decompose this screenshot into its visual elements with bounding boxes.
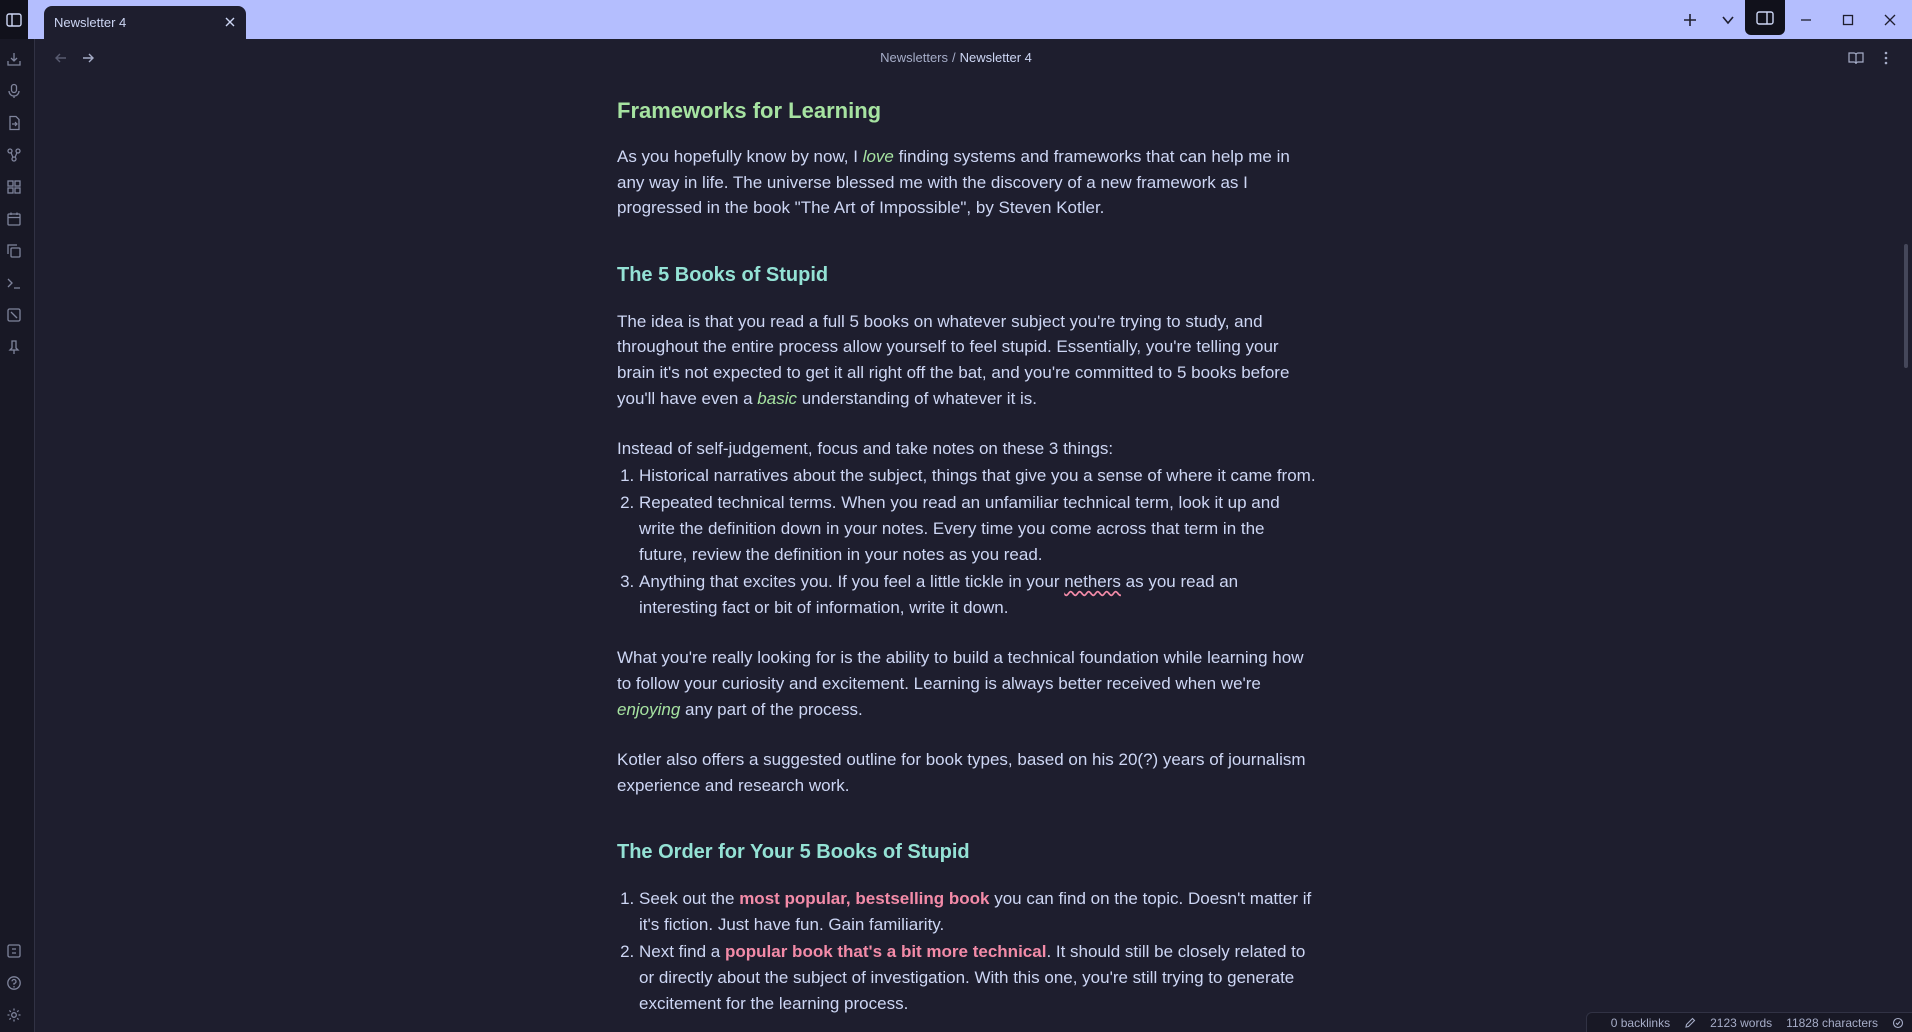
sync-status-icon[interactable]: [1892, 1017, 1904, 1029]
close-icon: [1884, 14, 1896, 26]
scrollbar-thumb[interactable]: [1904, 244, 1908, 368]
paragraph-text: The idea is that you read a full 5 books on whatever subject you're trying to study, and throughout the entire process allow yourself to feel stupid. Essentially, you're telling your brain it's not expected to get it all right off the bat, and you're committed to 5 books before you'll have even a: [617, 311, 1290, 408]
ribbon-vault-switch-button[interactable]: [4, 941, 24, 961]
help-icon: [6, 975, 22, 991]
vault-switch-icon: [6, 943, 22, 959]
window-close-button[interactable]: [1879, 9, 1901, 31]
new-tab-button[interactable]: [1679, 9, 1701, 31]
book-open-icon: [1848, 51, 1864, 65]
ribbon-switch-file-button[interactable]: [4, 113, 24, 133]
pin-icon: [6, 339, 22, 355]
plus-icon: [1683, 13, 1697, 27]
breadcrumb: [0, 50, 1912, 65]
status-backlinks[interactable]: 0 backlinks: [1610, 1015, 1671, 1030]
tab-newsletter-4[interactable]: [44, 6, 246, 39]
slash-command-icon: [6, 307, 22, 323]
left-ribbon: [0, 39, 35, 1032]
status-word-count: 2123 words: [1710, 1015, 1773, 1030]
more-options-button[interactable]: [1876, 48, 1896, 68]
paragraph-idea: [617, 309, 1317, 411]
ribbon-slash-command-button[interactable]: [4, 305, 24, 325]
ribbon-pin-button[interactable]: [4, 337, 24, 357]
list-item: [639, 939, 1317, 1016]
list-item: [639, 886, 1317, 937]
ribbon-templates-button[interactable]: [4, 241, 24, 261]
heading-frameworks: Frameworks for Learning: [617, 98, 882, 123]
breadcrumb-current[interactable]: Newsletter 4: [959, 50, 1032, 65]
emphasis-love: love: [862, 147, 894, 166]
misspelled-word[interactable]: nethers: [1064, 572, 1121, 592]
heading-order: The Order for Your 5 Books of Stupid: [617, 841, 970, 864]
minimize-icon: [1800, 14, 1812, 26]
list-item-text: you can find on the topic. Doesn't matter if it's fiction. Just have fun. Gain familiarity.: [639, 889, 1312, 934]
paragraph-text: any part of the process.: [680, 699, 863, 719]
breadcrumb-parent[interactable]: Newsletters: [880, 50, 949, 65]
microphone-icon: [6, 83, 22, 99]
numbered-list-order: [617, 886, 1317, 1016]
ribbon-command-palette-button[interactable]: [4, 273, 24, 293]
close-icon: [225, 17, 235, 27]
emphasis-enjoying: enjoying: [617, 699, 681, 719]
reading-view-button[interactable]: [1846, 48, 1866, 68]
list-item: [639, 569, 1317, 620]
ribbon-canvas-button[interactable]: [4, 177, 24, 197]
list-item-text: Anything that excites you. If you feel a little tickle in your: [639, 572, 1065, 592]
maximize-button[interactable]: [1837, 9, 1859, 31]
list-item-text: Seek out the: [639, 889, 740, 909]
paragraph-text: understanding of whatever it is.: [796, 388, 1038, 408]
sidebar-left-icon: [6, 13, 22, 27]
numbered-list-focus: [617, 463, 1317, 621]
terminal-icon: [6, 275, 22, 291]
right-sidebar-toggle-button[interactable]: [1745, 0, 1785, 35]
tab-close-button[interactable]: [222, 14, 238, 30]
note-editor[interactable]: [617, 96, 1317, 1032]
list-item-text: as you read an interesting fact or bit of information, write it down.: [639, 572, 1239, 617]
paragraph-text: What you're really looking for is the ability to build a technical foundation while learning how to follow your curiosity and excitement. Learning is always better received when we're: [617, 648, 1304, 693]
sidebar-right-icon: [1756, 11, 1774, 25]
paragraph-text: As you hopefully know by now, I: [617, 147, 863, 166]
tab-bar: [0, 0, 1912, 39]
paragraph-looking-for: [617, 645, 1317, 722]
ribbon-daily-note-button[interactable]: [4, 209, 24, 229]
heading-five-books: The 5 Books of Stupid: [617, 263, 829, 286]
more-vertical-icon: [1884, 51, 1888, 65]
tab-title: Newsletter 4: [54, 15, 127, 30]
ribbon-audio-button[interactable]: [4, 81, 24, 101]
tab-list-button[interactable]: [1717, 9, 1739, 31]
chevron-down-icon: [1721, 13, 1735, 27]
settings-icon: [6, 1007, 22, 1023]
list-item-text: Next find a: [639, 942, 725, 962]
grid-icon: [6, 179, 22, 195]
bold-popular-technical: popular book that's a bit more technical: [725, 942, 1047, 962]
graph-icon: [6, 147, 22, 163]
copy-icon: [6, 243, 22, 259]
status-bar: [1586, 1012, 1912, 1032]
calendar-icon: [6, 211, 22, 227]
list-item-text: . It should still be closely related to or directly about the subject of investigation. With this one, you're still trying to generate excitement for the learning process.: [639, 942, 1306, 1013]
paragraph-text: finding systems and frameworks that can help me in any way in life. The universe blessed me with the discovery of a new framework as I progressed in the book "The Art of Impossible", by Steven Kotler.: [617, 147, 1290, 218]
paragraph-focus: Instead of self-judgement, focus and take notes on these 3 things:: [617, 439, 1114, 459]
minimize-button[interactable]: [1795, 9, 1817, 31]
sidebar-toggle-button[interactable]: [0, 0, 28, 39]
bold-most-popular: most popular, bestselling book: [739, 889, 990, 909]
paragraph-intro: [617, 144, 1317, 221]
ribbon-help-button[interactable]: [4, 973, 24, 993]
paragraph-kotler-outline: Kotler also offers a suggested outline for book types, based on his 20(?) years of journalism experience and research work.: [617, 750, 1306, 795]
pencil-icon[interactable]: [1684, 1017, 1696, 1029]
maximize-icon: [1842, 14, 1854, 26]
status-character-count: 11828 characters: [1786, 1015, 1878, 1030]
list-item: 1. Historical narratives about the subject, things that give you a sense of where it came from.: [639, 463, 1317, 489]
emphasis-basic: basic: [757, 388, 797, 408]
file-swap-icon: [6, 115, 22, 131]
ribbon-settings-button[interactable]: [4, 1005, 24, 1025]
list-item: 2. Repeated technical terms. When you read an unfamiliar technical term, look it up and write the definition down in your notes. Every time you come across that term in the future, review the definition in your notes as you read.: [639, 490, 1317, 567]
breadcrumb-separator: /: [952, 50, 956, 65]
ribbon-graph-button[interactable]: [4, 145, 24, 165]
